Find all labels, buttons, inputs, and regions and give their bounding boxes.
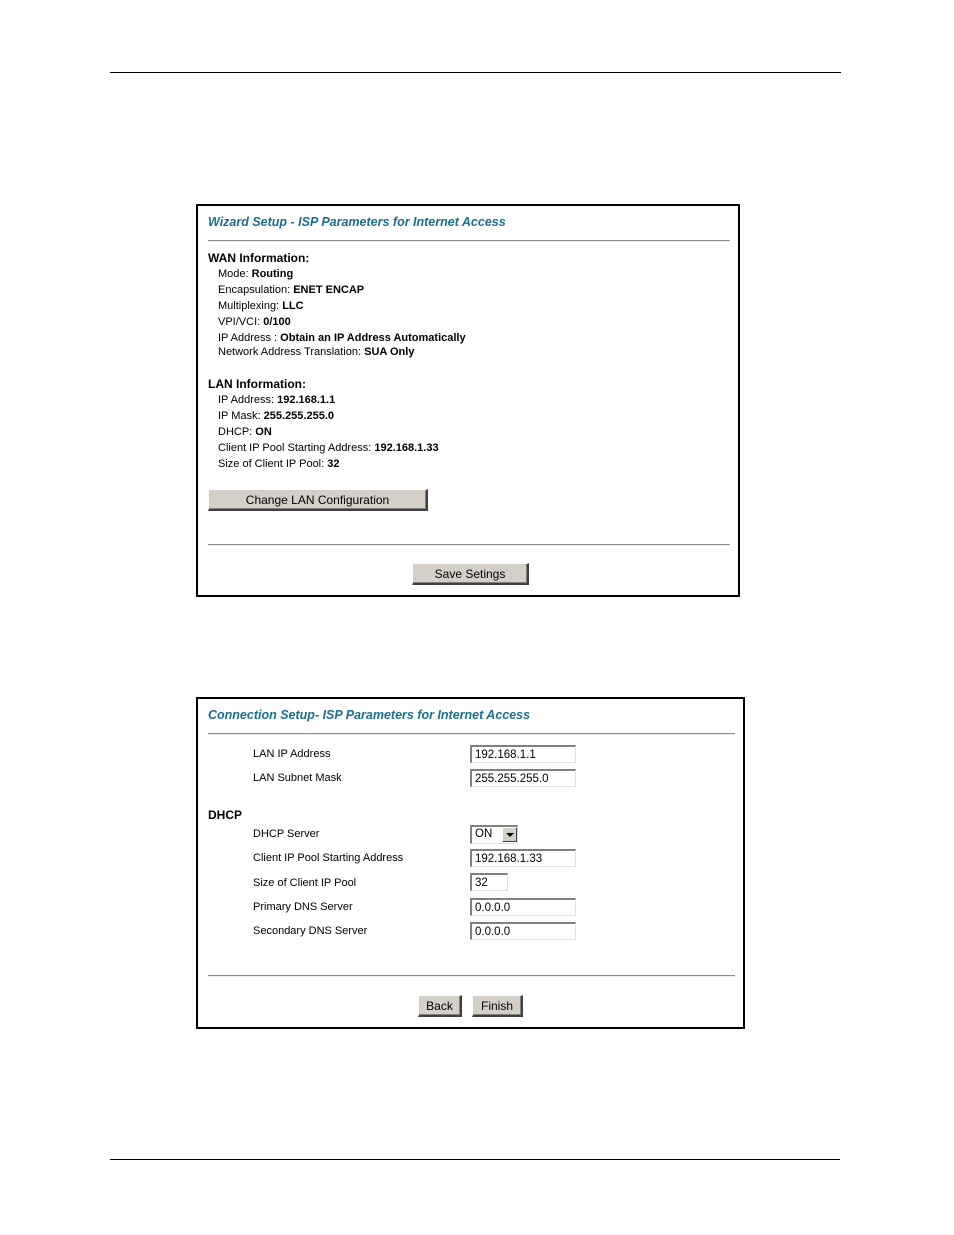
lan-dhcp-line: DHCP: ON [218,426,272,438]
wizard-setup-panel [196,204,740,597]
connection-panel-title: Connection Setup- ISP Parameters for Internet Access [208,708,531,722]
dhcp-server-select[interactable] [470,825,518,844]
dhcp-server-value: ON [475,828,493,840]
dhcp-heading: DHCP [208,808,243,822]
pool-start-input[interactable]: 192.168.1.33 [470,849,576,867]
wan-multiplexing-line: Multiplexing: LLC [218,300,304,312]
primary-dns-input[interactable]: 0.0.0.0 [470,898,576,916]
lan-information-heading: LAN Information: [208,377,306,391]
lan-ip-address-input[interactable]: 192.168.1.1 [470,745,576,763]
lan-pool-size-line: Size of Client IP Pool: 32 [218,458,340,470]
connection-footer-divider [208,975,735,977]
connection-title-divider [208,733,735,735]
wizard-footer-divider [208,544,730,546]
lan-subnet-mask-input[interactable]: 255.255.255.0 [470,769,576,787]
wan-encapsulation-line: Encapsulation: ENET ENCAP [218,284,365,296]
lan-ip-mask-line: IP Mask: 255.255.255.0 [218,410,335,422]
lan-ip-address-line: IP Address: 192.168.1.1 [218,394,336,406]
page-bottom-rule [110,1159,840,1160]
back-button[interactable]: Back [418,995,462,1017]
secondary-dns-input[interactable]: 0.0.0.0 [470,922,576,940]
connection-setup-panel [196,697,745,1029]
secondary-dns-label: Secondary DNS Server [253,925,368,937]
lan-pool-start-line: Client IP Pool Starting Address: 192.168.1.33 [218,442,439,454]
wizard-title-divider [208,240,730,242]
dhcp-server-label: DHCP Server [253,828,320,840]
change-lan-configuration-button[interactable]: Change LAN Configuration [208,489,428,511]
primary-dns-label: Primary DNS Server [253,901,353,913]
wan-nat-line: Network Address Translation: SUA Only [218,346,415,358]
lan-ip-address-label: LAN IP Address [253,748,331,760]
chevron-down-icon[interactable] [502,827,517,842]
wan-vpi-vci-line: VPI/VCI: 0/100 [218,316,291,328]
save-settings-button[interactable]: Save Setings [412,563,529,585]
finish-button[interactable]: Finish [472,995,523,1017]
pool-size-label: Size of Client IP Pool [253,877,357,889]
wan-information-heading: WAN Information: [208,251,310,265]
pool-size-input[interactable]: 32 [470,873,508,891]
wan-ip-address-line: IP Address : Obtain an IP Address Automatically [218,332,466,344]
wizard-panel-title: Wizard Setup - ISP Parameters for Internet Access [208,215,506,229]
pool-start-label: Client IP Pool Starting Address [253,852,404,864]
page-top-rule [110,72,841,73]
wan-mode-line: Mode: Routing [218,268,294,280]
lan-subnet-mask-label: LAN Subnet Mask [253,772,342,784]
